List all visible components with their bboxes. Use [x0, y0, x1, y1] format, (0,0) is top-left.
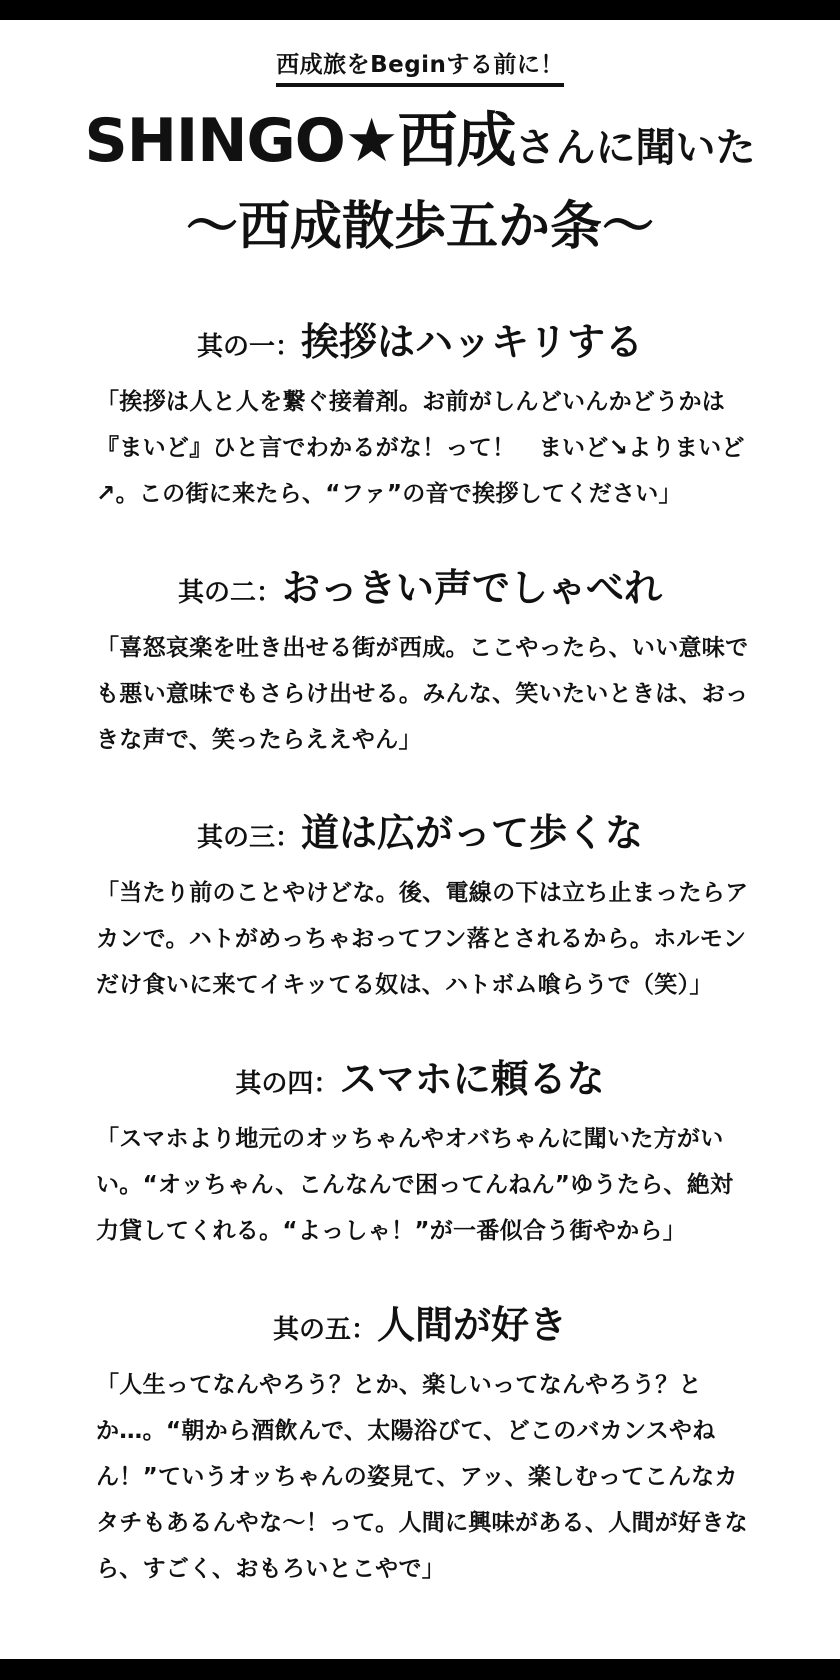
rule-number: 其の二：: [177, 578, 282, 608]
rule-title: 挨拶はハッキリする: [301, 320, 644, 364]
rule-body: 「挨拶は人と人を繋ぐ接着剤。お前がしんどいんかどうかは『まいど』ひと言でわかるがな！って！ まいど↘よりまいど↗。この街に来たら、“ファ”の音で挨拶してください」: [96, 389, 745, 507]
rule-body: 「人生ってなんやろう？とか、楽しいってなんやろう？とか…。“朝から酒飲んで、太陽浴びて、どこのバカンスやねん！”ていうオッちゃんの姿見て、アッ、楽しむってこんなカタチもあるんやな〜！って。人間に興味がある、人間が好きなら、すごく、おもろいとこやで」: [96, 1372, 748, 1582]
rule-heading: [0, 314, 840, 370]
headline-subtitle: 〜西成散歩五か条〜: [185, 197, 654, 257]
rule-title: おっきい声でしゃべれ: [282, 566, 663, 610]
headline: [0, 104, 840, 193]
rule-body: 「当たり前のことやけどな。後、電線の下は立ち止まったらアカンで。ハトがめっちゃおってフン落とされるから。ホルモンだけ食いに来てイキッてる奴は、ハトボム喰らうで（笑）」: [96, 880, 749, 998]
rule-4: [0, 1051, 840, 1244]
rule-1: [0, 314, 840, 507]
rule-number: 其の五：: [272, 1315, 377, 1345]
rule-title: 人間が好き: [377, 1303, 568, 1347]
rule-title: 道は広がって歩くな: [301, 811, 644, 855]
kicker-container: [0, 46, 840, 87]
headline-name: SHINGO★西成: [84, 106, 516, 176]
rule-number: 其の四：: [235, 1069, 340, 1099]
rule-body: 「喜怒哀楽を吐き出せる街が西成。ここやったら、いい意味でも悪い意味でもさらけ出せる。みんな、笑いたいときは、おっきな声で、笑ったらええやん」: [96, 635, 749, 753]
kicker: 西成旅をBeginする前に！: [276, 46, 564, 87]
rule-heading: [0, 1051, 840, 1107]
rule-2: [0, 560, 840, 753]
rule-number: 其の一：: [196, 332, 301, 362]
rule-title: スマホに頼るな: [339, 1057, 605, 1101]
headline-suffix: さんに聞いた: [515, 125, 756, 171]
rule-heading: [0, 805, 840, 861]
rule-body: 「スマホより地元のオッちゃんやオバちゃんに聞いた方がいい。“オッちゃん、こんなんで困ってんねん”ゆうたら、絶対力貸してくれる。“よっしゃ！”が一番似合う街やから」: [96, 1126, 734, 1244]
rule-3: [0, 805, 840, 998]
rule-heading: [0, 560, 840, 616]
rule-number: 其の三：: [196, 823, 301, 853]
bottom-border-bar: [0, 1659, 840, 1680]
rule-heading: [0, 1297, 840, 1353]
rule-5: [0, 1297, 840, 1582]
top-border-bar: [0, 0, 840, 20]
